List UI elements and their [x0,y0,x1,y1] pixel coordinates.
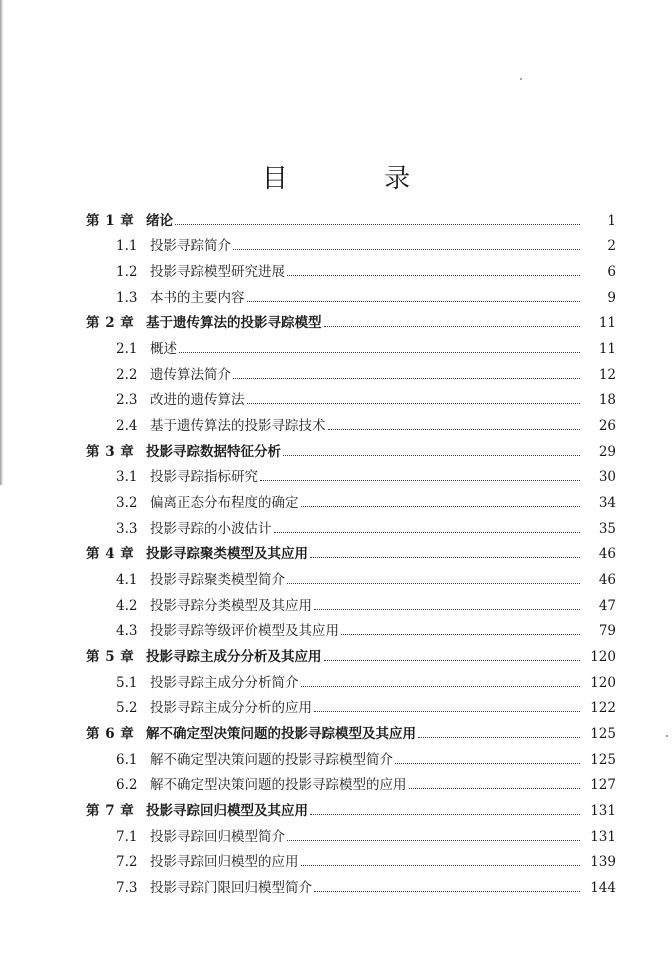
toc-dot-leader [179,352,580,353]
scan-shadow-edge [0,0,4,485]
toc-page-number: 11 [598,341,616,358]
toc-chapter-entry[interactable] [86,537,616,563]
toc-dot-leader [314,711,580,712]
toc-page-number: 79 [598,623,616,640]
toc-entry-title: 投影寻踪回归模型简介 [150,828,285,845]
toc-section-entry[interactable] [86,485,616,511]
toc-page-number: 131 [590,828,616,845]
toc-page-number: 131 [590,803,616,820]
toc-section-entry[interactable] [86,691,616,717]
toc-section-entry[interactable] [86,280,616,306]
toc-page-number: 144 [590,880,616,897]
toc-entry-number: 第 6 章 [86,726,135,743]
toc-page-number: 122 [590,700,616,717]
toc-dot-leader [233,378,580,379]
toc-section-entry[interactable] [86,254,616,280]
toc-dot-leader [233,249,580,250]
toc-page-number: 26 [598,418,616,435]
toc-chapter-entry[interactable] [86,716,616,742]
toc-dot-leader [324,660,581,661]
toc-section-entry[interactable] [86,742,616,768]
toc-page-number: 120 [590,649,616,666]
toc-entry-number: 第 3 章 [86,443,135,460]
toc-page-number: 9 [607,289,616,306]
toc-dot-leader [395,763,580,764]
scan-speck [520,78,522,80]
toc-entry-number: 1.2 [116,264,138,281]
toc-page-number: 34 [598,495,616,512]
toc-dot-leader [310,814,580,815]
table-of-contents [86,203,616,896]
toc-page-number: 125 [590,751,616,768]
toc-section-entry[interactable] [86,408,616,434]
toc-entry-title: 投影寻踪的小波估计 [150,520,272,537]
toc-entry-title: 概述 [150,341,177,358]
toc-dot-leader [260,480,580,481]
toc-entry-number: 3.2 [116,495,138,512]
toc-entry-title: 遗传算法简介 [150,366,231,383]
toc-entry-title: 投影寻踪指标研究 [150,469,258,486]
toc-dot-leader [310,557,580,558]
toc-section-entry[interactable] [86,845,616,871]
toc-page-number: 6 [607,264,616,281]
toc-entry-title: 投影寻踪聚类模型及其应用 [146,546,308,563]
toc-dot-leader [314,891,580,892]
toc-page-number: 12 [598,366,616,383]
toc-page-number: 127 [590,777,616,794]
toc-chapter-entry[interactable] [86,203,616,229]
toc-entry-number: 1.1 [116,238,138,255]
toc-entry-title: 投影寻踪门限回归模型简介 [150,880,312,897]
toc-entry-title: 投影寻踪回归模型的应用 [150,854,299,871]
toc-entry-number: 1.3 [116,289,138,306]
toc-dot-leader [301,686,581,687]
toc-page-number: 47 [598,597,616,614]
toc-entry-title: 投影寻踪主成分分析的应用 [150,700,312,717]
toc-dot-leader [274,532,581,533]
toc-dot-leader [301,865,581,866]
toc-dot-leader [175,224,580,225]
toc-entry-number: 6.2 [116,777,138,794]
toc-section-entry[interactable] [86,357,616,383]
toc-section-entry[interactable] [86,870,616,896]
toc-page-number: 46 [598,572,616,589]
scan-speck [666,735,668,737]
toc-entry-number: 4.2 [116,597,138,614]
toc-dot-leader [247,403,581,404]
toc-section-entry[interactable] [86,331,616,357]
toc-section-entry[interactable] [86,383,616,409]
toc-entry-title: 投影寻踪主成分分析及其应用 [146,649,322,666]
toc-dot-leader [341,634,580,635]
toc-entry-title: 本书的主要内容 [150,289,245,306]
toc-page-number: 125 [590,726,616,743]
toc-dot-leader [418,737,580,738]
toc-entry-number: 7.1 [116,828,138,845]
toc-section-entry[interactable] [86,562,616,588]
toc-entry-number: 2.3 [116,392,138,409]
toc-page-number: 2 [607,238,616,255]
toc-entry-title: 绪论 [146,212,173,229]
toc-entry-title: 解不确定型决策问题的投影寻踪模型简介 [150,751,393,768]
toc-page-number: 18 [598,392,616,409]
toc-chapter-entry[interactable] [86,306,616,332]
toc-entry-title: 投影寻踪模型研究进展 [150,264,285,281]
toc-section-entry[interactable] [86,614,616,640]
toc-entry-title: 投影寻踪聚类模型简介 [150,572,285,589]
toc-entry-title: 投影寻踪简介 [150,238,231,255]
toc-dot-leader [328,429,581,430]
toc-page-number: 120 [590,674,616,691]
toc-dot-leader [324,326,581,327]
toc-entry-number: 5.1 [116,674,138,691]
toc-entry-number: 7.3 [116,880,138,897]
toc-entry-title: 投影寻踪回归模型及其应用 [146,803,308,820]
toc-entry-number: 2.1 [116,341,138,358]
toc-entry-number: 3.1 [116,469,138,486]
toc-entry-number: 4.3 [116,623,138,640]
toc-page-number: 1 [607,212,616,229]
toc-section-entry[interactable] [86,229,616,255]
toc-entry-title: 投影寻踪分类模型及其应用 [150,597,312,614]
toc-entry-title: 投影寻踪主成分分析简介 [150,674,299,691]
toc-section-entry[interactable] [86,460,616,486]
toc-entry-number: 4.1 [116,572,138,589]
toc-section-entry[interactable] [86,511,616,537]
toc-entry-title: 偏离正态分布程度的确定 [150,495,299,512]
toc-entry-number: 7.2 [116,854,138,871]
toc-page-number: 29 [598,443,616,460]
toc-dot-leader [287,840,580,841]
toc-dot-leader [247,301,581,302]
toc-dot-leader [314,609,580,610]
toc-entry-title: 投影寻踪等级评价模型及其应用 [150,623,339,640]
toc-entry-number: 第 4 章 [86,546,135,563]
toc-page-number: 139 [590,854,616,871]
toc-entry-title: 解不确定型决策问题的投影寻踪模型的应用 [150,777,407,794]
toc-entry-title: 投影寻踪数据特征分析 [146,443,281,460]
toc-entry-number: 2.4 [116,418,138,435]
toc-page-number: 46 [598,546,616,563]
toc-entry-number: 6.1 [116,751,138,768]
toc-section-entry[interactable] [86,819,616,845]
page-title: 目 录 [261,164,455,194]
toc-section-entry[interactable] [86,665,616,691]
toc-entry-number: 3.3 [116,520,138,537]
toc-chapter-entry[interactable] [86,434,616,460]
toc-page-number: 11 [598,315,616,332]
toc-page-number: 35 [598,520,616,537]
toc-entry-title: 基于遗传算法的投影寻踪技术 [150,418,326,435]
toc-section-entry[interactable] [86,588,616,614]
toc-dot-leader [287,275,580,276]
toc-dot-leader [283,455,580,456]
toc-entry-number: 第 1 章 [86,212,135,229]
toc-dot-leader [409,788,581,789]
toc-chapter-entry[interactable] [86,639,616,665]
toc-dot-leader [301,506,581,507]
toc-entry-title: 解不确定型决策问题的投影寻踪模型及其应用 [146,726,416,743]
toc-entry-number: 第 7 章 [86,803,135,820]
toc-dot-leader [287,583,580,584]
toc-entry-number: 5.2 [116,700,138,717]
toc-entry-title: 基于遗传算法的投影寻踪模型 [146,315,322,332]
toc-entry-number: 第 2 章 [86,315,135,332]
toc-chapter-entry[interactable] [86,793,616,819]
toc-section-entry[interactable] [86,768,616,794]
toc-entry-number: 2.2 [116,366,138,383]
toc-entry-title: 改进的遗传算法 [150,392,245,409]
toc-page-number: 30 [598,469,616,486]
toc-entry-number: 第 5 章 [86,649,135,666]
